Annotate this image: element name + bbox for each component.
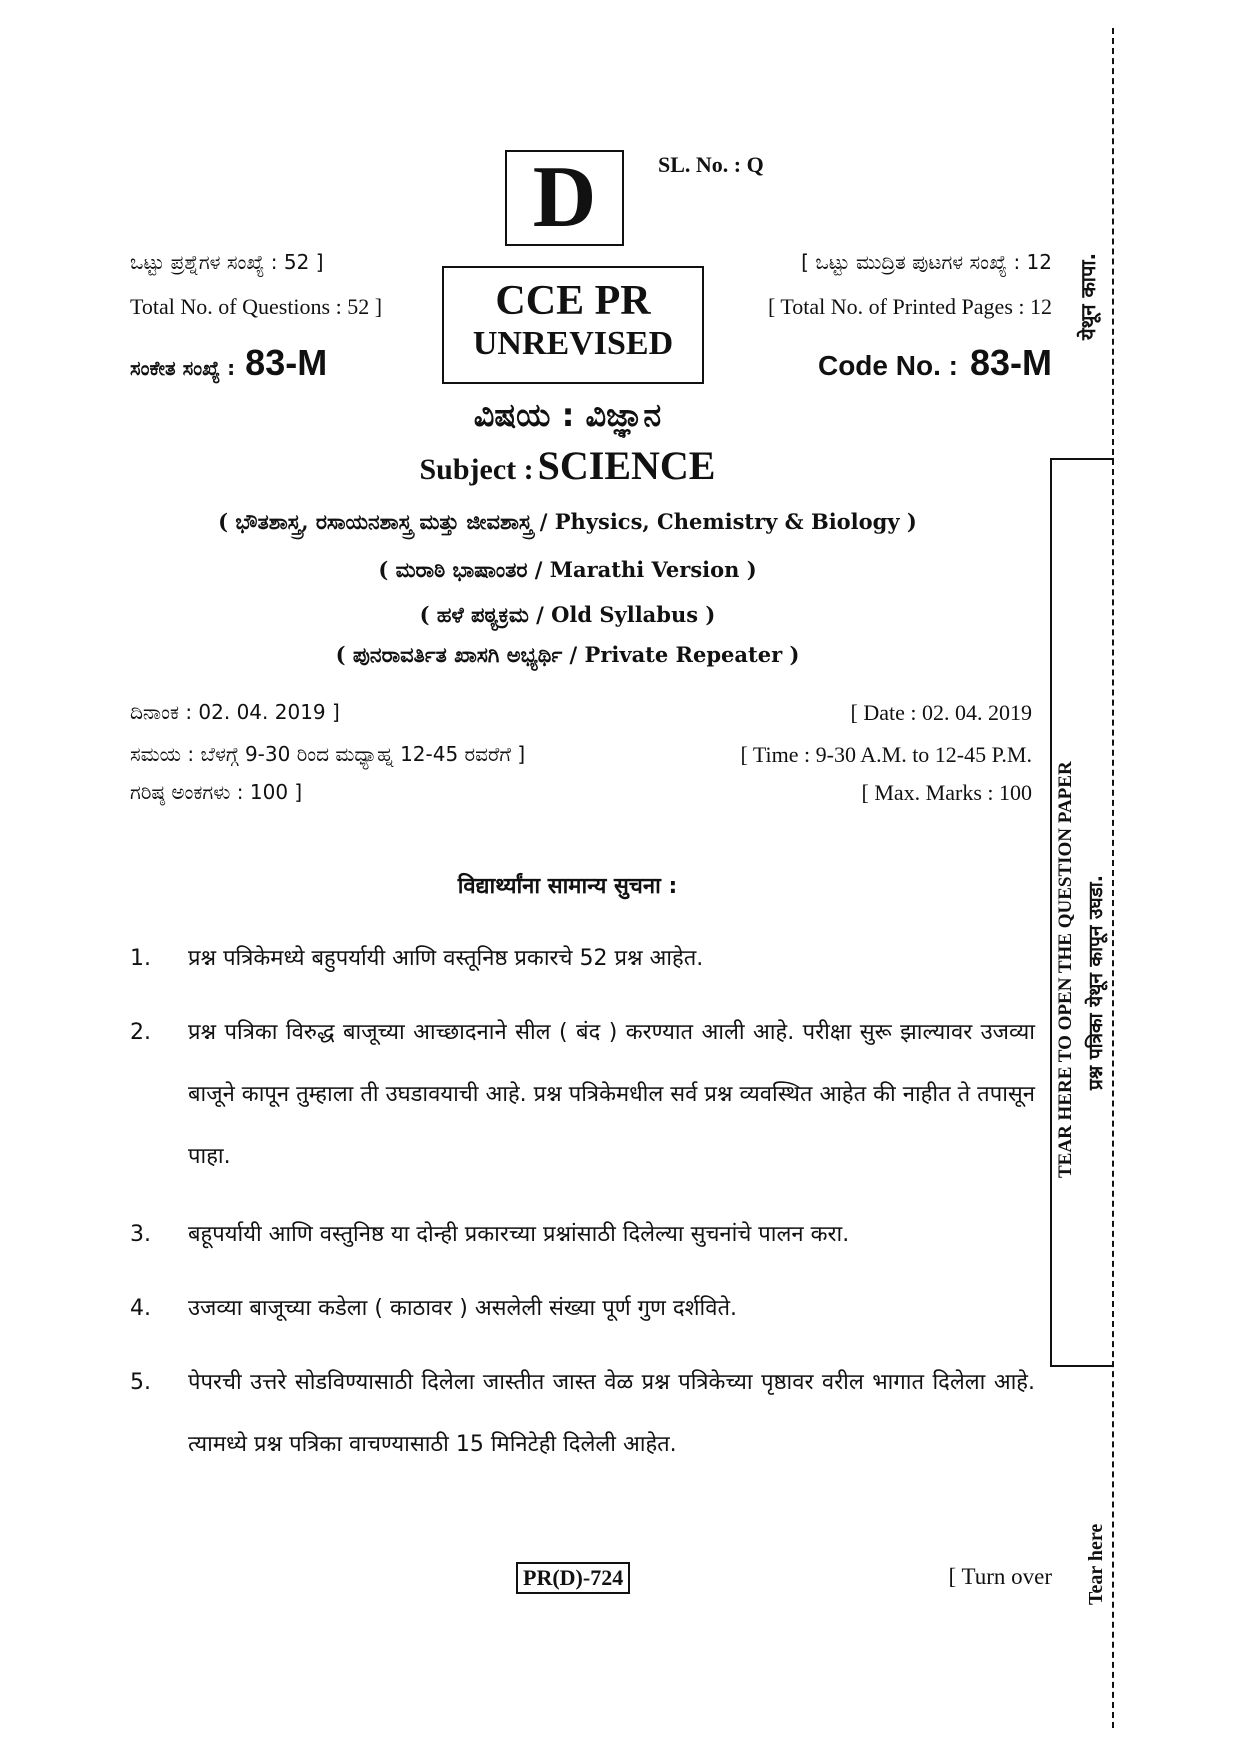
en-code-number	[818, 342, 1052, 384]
turn-over: [ Turn over	[948, 1564, 1052, 1589]
instruction-item	[130, 1002, 1035, 1188]
tear-here-marathi: प्रश्न पत्रिका येथून कापून उघडा.	[1085, 875, 1107, 1090]
kn-code-label: ಸಂಕೇತ ಸಂಖ್ಯೆ :	[130, 356, 236, 380]
subject-english	[0, 442, 1135, 489]
page-code: PR(D)-724	[516, 1562, 630, 1594]
instruction-item	[130, 1352, 1035, 1476]
tear-here-label: Tear here	[1085, 1523, 1107, 1605]
kn-total-questions: ಒಟ್ಟು ಪ್ರಶ್ನೆಗಳ ಸಂಖ್ಯೆ : 52 ]	[130, 250, 324, 274]
instructions-heading: विद्यार्थ्यांना सामान्य सुचना :	[457, 874, 678, 899]
item-number: 3.	[130, 1222, 151, 1247]
unrevised-label: UNREVISED	[472, 325, 674, 362]
cce-pr-box	[442, 266, 704, 384]
tear-here-english: TEAR HERE TO OPEN THE QUESTION PAPER	[1055, 761, 1076, 1178]
kn-total-pages: [ ಒಟ್ಟು ಮುದ್ರಿತ ಪುಟಗಳ ಸಂಖ್ಯೆ : 12	[801, 250, 1052, 274]
subject-value: SCIENCE	[537, 443, 716, 488]
item-number: 4.	[130, 1296, 151, 1321]
item-text: पेपरची उत्तरे सोडविण्यासाठी दिलेला जास्तीत जास्त वेळ प्रश्न पत्रिकेच्या पृष्ठावर वरील भागात दिलेला आहे. त्यामध्ये प्रश्न पत्रिका वाचण्यासाठी 15 मिनिटेही दिलेली आहेत.	[188, 1370, 1035, 1457]
kn-date: ದಿನಾಂಕ : 02. 04. 2019 ]	[130, 700, 340, 724]
instruction-item	[130, 1278, 1035, 1340]
item-text: प्रश्न पत्रिका विरुद्ध बाजूच्या आच्छादनाने सील ( बंद ) करण्यात आली आहे. परीक्षा सुरू झाल्यावर उजव्या बाजूने कापून तुम्हाला ती उघडावयाची आहे. प्रश्न पत्रिकेमधील सर्व प्रश्न व्यवस्थित आहेत की नाहीत ते तपासून पाहा.	[188, 1020, 1035, 1169]
kn-code-value: 83-M	[245, 342, 328, 383]
en-total-pages: [ Total No. of Printed Pages : 12	[767, 294, 1052, 319]
subject-kannada: ವಿಷಯ : ವಿಜ್ಞಾನ	[473, 396, 662, 434]
kn-time: ಸಮಯ : ಬೆಳಗ್ಗೆ 9-30 ರಿಂದ ಮಧ್ಯಾಹ್ನ 12-45 ರವರೆಗೆ ]	[130, 742, 526, 766]
kn-max-marks: ಗರಿಷ್ಠ ಅಂಕಗಳು : 100 ]	[130, 780, 303, 804]
cce-pr-label: CCE PR	[495, 278, 651, 324]
candidate-type-line: ( ಪುನರಾವರ್ತಿತ ಖಾಸಗಿ ಅಭ್ಯರ್ಥಿ / Private Repeater )	[335, 642, 800, 667]
item-text: बहूपर्यायी आणि वस्तुनिष्ठ या दोन्ही प्रकारच्या प्रश्नांसाठी दिलेल्या सुचनांचे पालन करा.	[188, 1222, 850, 1247]
subject-branches: ( ಭೌತಶಾಸ್ತ್ರ, ರಸಾಯನಶಾಸ್ತ್ರ ಮತ್ತು ಜೀವಶಾಸ್ತ್ರ / Physics, Chemistry & Biology )	[218, 509, 917, 534]
instruction-item	[130, 1204, 1035, 1266]
en-date: [ Date : 02. 04. 2019	[850, 700, 1032, 725]
instruction-item	[130, 928, 1035, 990]
en-total-questions: Total No. of Questions : 52 ]	[130, 294, 383, 319]
en-max-marks: [ Max. Marks : 100	[861, 780, 1032, 805]
code-value: 83-M	[969, 342, 1052, 383]
subject-label: Subject :	[419, 453, 534, 486]
syllabus-line: ( ಹಳೆ ಪಠ್ಯಕ್ರಮ / Old Syllabus )	[419, 602, 716, 627]
item-number: 5.	[130, 1370, 151, 1395]
item-number: 1.	[130, 946, 151, 971]
item-text: उजव्या बाजूच्या कडेला ( काठावर ) असलेली संख्या पूर्ण गुण दर्शविते.	[188, 1296, 738, 1321]
item-text: प्रश्न पत्रिकेमध्ये बहुपर्यायी आणि वस्तूनिष्ठ प्रकारचे 52 प्रश्न आहेत.	[188, 946, 704, 971]
item-number: 2.	[130, 1020, 151, 1045]
kn-code-number	[130, 342, 327, 384]
paper-set-box: D	[505, 150, 624, 246]
en-time: [ Time : 9-30 A.M. to 12-45 P.M.	[740, 742, 1032, 767]
cut-here-marathi: येथून कापा.	[1076, 252, 1100, 340]
serial-number: SL. No. : Q	[658, 152, 764, 177]
version-line: ( ಮರಾಠಿ ಭಾಷಾಂತರ / Marathi Version )	[378, 557, 757, 582]
code-label: Code No. :	[817, 350, 958, 381]
